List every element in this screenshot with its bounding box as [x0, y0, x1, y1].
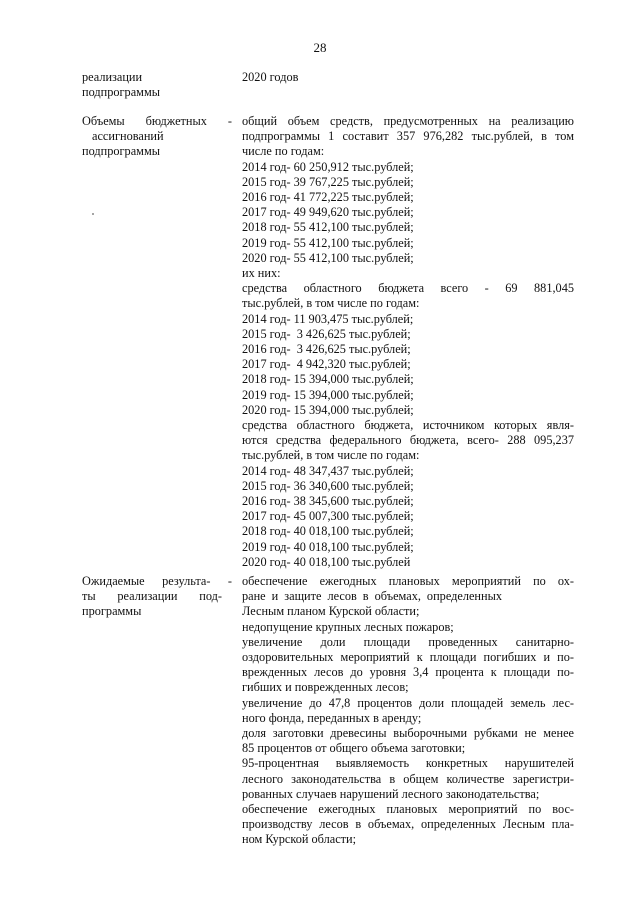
page-number: 28 — [313, 40, 327, 55]
content-line: 2018 год- 55 412,100 тыс.рублей; — [242, 220, 414, 235]
content-line: тыс.рублей, в том числе по годам: — [242, 448, 420, 463]
content-line: 2015 год- 3 426,625 тыс.рублей; — [242, 326, 411, 341]
label-line: Ожидаемые результа- - — [82, 574, 232, 588]
section-content-timeline — [242, 70, 574, 85]
section-content-budget — [242, 114, 574, 570]
content-line: ране и защите лесов в объемах, определенных — [242, 589, 502, 604]
section-label-expected-results — [82, 574, 232, 620]
content-line: 2019 год- 40 018,100 тыс.рублей; — [242, 539, 414, 554]
content-line: 2016 год- 38 345,600 тыс.рублей; — [242, 494, 414, 509]
content-line: Лесным планом Курской области; — [242, 604, 420, 619]
content-line: числе по годам: — [242, 144, 325, 159]
content-line: их них: — [242, 266, 281, 281]
label-line: программы — [82, 604, 142, 619]
section-label-timeline — [82, 70, 232, 100]
content-line: средства областного бюджета, источником которых явля- — [242, 418, 574, 433]
content-line: 2016 год- 3 426,625 тыс.рублей; — [242, 342, 411, 357]
content-line: ном Курской области; — [242, 832, 357, 847]
content-line: 2016 год- 41 772,225 тыс.рублей; — [242, 190, 414, 205]
content-line: увеличение до 47,8 процентов доли площадей земель лес- — [242, 695, 574, 710]
content-line: 2018 год- 15 394,000 тыс.рублей; — [242, 372, 414, 387]
label-line: реализации — [82, 70, 143, 84]
content-line: 2019 год- 15 394,000 тыс.рублей; — [242, 387, 414, 402]
content-line: 2015 год- 39 767,225 тыс.рублей; — [242, 174, 414, 189]
content-line: 2014 год- 48 347,437 тыс.рублей; — [242, 463, 414, 478]
content-line: 2017 год- 4 942,320 тыс.рублей; — [242, 357, 411, 372]
content-line: 2020 год- 40 018,100 тыс.рублей — [242, 554, 411, 569]
content-line: доля заготовки древесины выборочными рубками не менее — [242, 726, 574, 741]
content-line: средства областного бюджета всего - 69 881,045 — [242, 281, 574, 296]
content-line: оздоровительных мероприятий к площади погибших и по- — [242, 650, 574, 665]
content-line: недопущение крупных лесных пожаров; — [242, 619, 454, 634]
content-line: 2014 год- 60 250,912 тыс.рублей; — [242, 159, 414, 174]
content-line: производству лесов в объемах, определенных Лесным пла- — [242, 817, 574, 832]
content-line: 2020 годов — [242, 70, 299, 84]
content-line: увеличение доли площади проведенных санитарно- — [242, 634, 574, 649]
content-line: общий объем средств, предусмотренных на реализацию — [242, 114, 574, 128]
content-line: подпрограммы 1 составит 357 976,282 тыс.рублей, в том — [242, 129, 574, 144]
content-line: врежденных лесов до уровня 3,4 процента к площади по- — [242, 665, 574, 680]
label-line: ты реализации под- — [82, 589, 222, 604]
content-line: ются средства федерального бюджета, всего- 288 095,237 — [242, 433, 574, 448]
label-line: подпрограммы — [82, 85, 160, 100]
label-line: ассигнований — [92, 129, 164, 144]
content-line: лесного законодательства в общем количестве зарегистри- — [242, 771, 574, 786]
content-line: 85 процентов от общего объема заготовки; — [242, 741, 466, 756]
label-line: подпрограммы — [82, 144, 160, 159]
content-line: 2017 год- 45 007,300 тыс.рублей; — [242, 509, 414, 524]
content-line: 2017 год- 49 949,620 тыс.рублей; — [242, 205, 414, 220]
content-line: тыс.рублей, в том числе по годам: — [242, 296, 420, 311]
section-label-budget — [82, 114, 232, 160]
scan-speck — [92, 213, 94, 215]
content-line: ного фонда, переданных в аренду; — [242, 710, 422, 725]
content-line: 2014 год- 11 903,475 тыс.рублей; — [242, 311, 414, 326]
content-line: обеспечение ежегодных плановых мероприятий по вос- — [242, 802, 574, 817]
content-line: 2015 год- 36 340,600 тыс.рублей; — [242, 478, 414, 493]
content-line: 2019 год- 55 412,100 тыс.рублей; — [242, 235, 414, 250]
label-line: Объемы бюджетных - — [82, 114, 232, 128]
content-line: гибших и поврежденных лесов; — [242, 680, 409, 695]
content-line: 95-процентная выявляемость конкретных нарушителей — [242, 756, 574, 771]
content-line: 2020 год- 55 412,100 тыс.рублей; — [242, 250, 414, 265]
content-line: 2020 год- 15 394,000 тыс.рублей; — [242, 402, 414, 417]
section-content-expected-results — [242, 574, 574, 848]
content-line: рованных случаев нарушений лесного законодательства; — [242, 786, 540, 801]
content-line: 2018 год- 40 018,100 тыс.рублей; — [242, 524, 414, 539]
content-line: обеспечение ежегодных плановых мероприятий по ох- — [242, 574, 574, 588]
